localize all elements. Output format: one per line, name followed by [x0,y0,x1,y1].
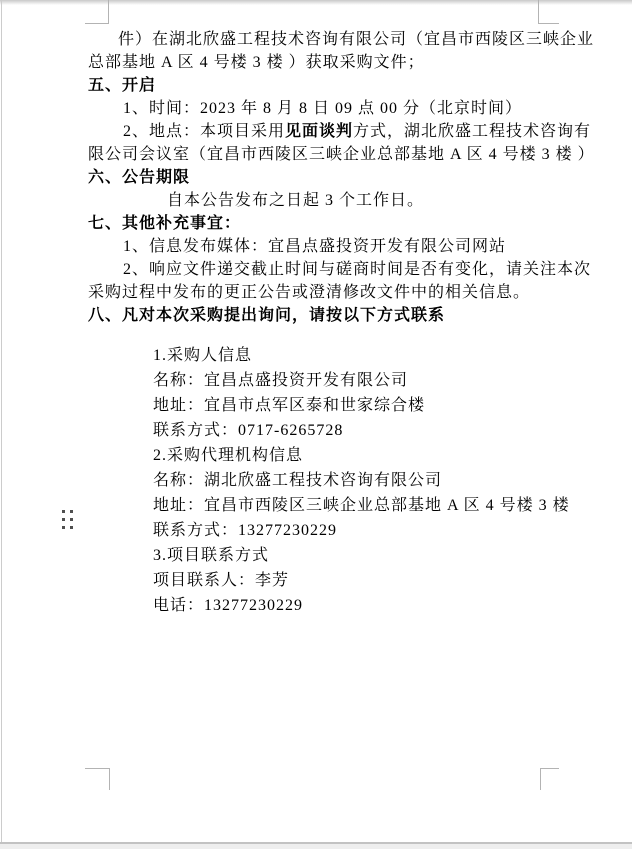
text-line: 电话：13277230229 [153,597,304,614]
text-line: 地址：宜昌市西陵区三峡企业总部基地 A 区 4 号楼 3 楼 [153,497,570,514]
text-line: 地址：宜昌市点军区泰和世家综合楼 [153,397,426,414]
margin-crop-mark-bottom-left [85,768,110,790]
bold-text-segment: 见面谈判 [285,123,354,140]
text-line: 名称：宜昌点盛投资开发有限公司 [153,372,409,389]
text-line: 1.采购人信息 [153,347,253,364]
text-line: 联系方式：0717-6265728 [153,422,344,439]
margin-crop-mark-top-right [538,0,559,24]
margin-crop-mark-bottom-right [540,768,559,790]
text-line: 1、时间：2023 年 8 月 8 日 09 点 00 分（北京时间） [123,100,523,117]
section-heading-7: 七、其他补充事宜： [88,215,242,232]
text-line: 1、信息发布媒体：宜昌点盛投资开发有限公司网站 [123,238,507,255]
text-segment: 2、地点：本项目采用 [123,123,286,140]
section-heading-6: 六、公告期限 [88,169,191,186]
workspace-background-strip [0,844,632,849]
text-line: 项目联系人：李芳 [153,572,290,589]
text-line: 件）在湖北欣盛工程技术咨询有限公司（宜昌市西陵区三峡企业 [118,31,595,48]
text-line: 联系方式：13277230229 [153,522,338,539]
text-line: 采购过程中发布的更正公告或澄清修改文件中的相关信息。 [88,284,531,301]
document-body[interactable] [88,28,595,618]
text-line: 名称：湖北欣盛工程技术咨询有限公司 [153,472,443,489]
text-line: 总部基地 A 区 4 号楼 3 楼 ）获取采购文件； [88,54,425,71]
text-line: 2、响应文件递交截止时间与磋商时间是否有变化，请关注本次 [123,261,592,278]
text-segment: 方式，湖北欣盛工程技术咨询有 [353,123,592,140]
page-left-edge [1,0,2,842]
margin-crop-mark-top-left [85,0,109,24]
text-line [88,120,592,143]
text-line: 限公司会议室（宜昌市西陵区三峡企业总部基地 A 区 4 号楼 3 楼 ） [88,146,595,163]
text-line: 2.采购代理机构信息 [153,447,304,464]
text-line: 3.项目联系方式 [153,547,270,564]
section-heading-5: 五、开启 [88,77,157,94]
text-line: 自本公告发布之日起 3 个工作日。 [167,192,425,209]
drag-handle-dots-icon[interactable] [62,510,73,530]
section-heading-8: 八、凡对本次采购提出询问，请按以下方式联系 [88,307,446,324]
